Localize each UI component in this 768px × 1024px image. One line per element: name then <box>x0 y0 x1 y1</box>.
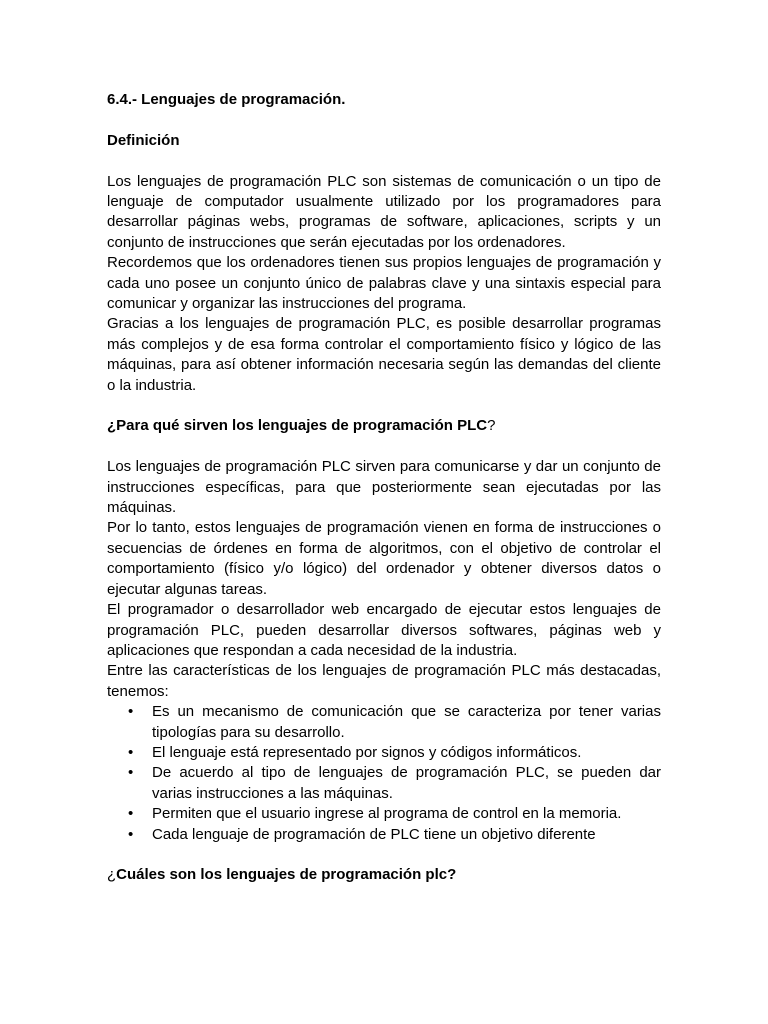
spacer <box>107 437 661 457</box>
list-item <box>107 743 661 763</box>
definition-heading: Definición <box>107 131 180 149</box>
final-heading-mark: ¿ <box>107 866 117 884</box>
purpose-paragraph: Los lenguajes de programación PLC sirven para comunicarse y dar un conjunto de instrucciones específicas, para que posteriormente sean ejecutadas por las máquinas. <box>107 458 661 517</box>
spacer <box>107 110 661 130</box>
bullet-icon: • <box>128 825 134 843</box>
features-list <box>107 702 661 845</box>
list-item-text: El lenguaje está representado por signos y códigos informáticos. <box>152 743 582 761</box>
spacer <box>107 151 661 171</box>
list-item <box>107 702 661 743</box>
purpose-paragraph: Por lo tanto, estos lenguajes de programación vienen en forma de instrucciones o secuencias de órdenes en forma de algoritmos, con el objetivo de controlar el comportamiento (físico y/o lógico) del ordenador y obtener diversos datos o ejecutar algunas tareas. <box>107 519 661 598</box>
bullet-icon: • <box>128 703 134 721</box>
section-title: 6.4.- Lenguajes de programación. <box>107 91 346 108</box>
purpose-paragraph: El programador o desarrollador web encargado de ejecutar estos lenguajes de programación PLC, pueden desarrollar diversos softwares, páginas web y aplicaciones que respondan a cada necesidad de la industria. <box>107 601 661 659</box>
bullet-icon: • <box>128 764 134 782</box>
purpose-paragraph: Entre las características de los lenguajes de programación PLC más destacadas, tenemos: <box>107 662 661 700</box>
final-heading-text: Cuáles son los lenguajes de programación plc? <box>116 866 457 884</box>
bullet-icon: • <box>128 805 134 823</box>
bullet-icon: • <box>128 743 134 761</box>
question-heading <box>107 416 661 436</box>
final-heading <box>107 865 661 885</box>
spacer <box>107 396 661 416</box>
list-item <box>107 763 661 804</box>
list-item-text: Cada lenguaje de programación de PLC tiene un objetivo diferente <box>152 825 596 843</box>
list-item <box>107 804 661 824</box>
document-page <box>107 90 661 886</box>
definition-paragraph: Los lenguajes de programación PLC son sistemas de comunicación o un tipo de lenguaje de computador usualmente utilizado por los programadores para desarrollar páginas webs, programas de software, aplicaciones, scripts y un conjunto de instrucciones que serán ejecutadas por los ordenadores. <box>107 172 661 251</box>
question-heading-mark: ? <box>487 417 496 435</box>
definition-paragraph: Recordemos que los ordenadores tienen sus propios lenguajes de programación y cada uno posee un conjunto único de palabras clave y una sintaxis especial para comunicar y organizar las instrucciones del programa. <box>107 254 661 313</box>
list-item <box>107 825 661 845</box>
list-item-text: Permiten que el usuario ingrese al programa de control en la memoria. <box>152 805 622 823</box>
list-item-text: Es un mecanismo de comunicación que se caracteriza por tener varias tipologías para su desarrollo. <box>152 703 661 741</box>
spacer <box>107 845 661 865</box>
question-heading-text: ¿Para qué sirven los lenguajes de programación PLC <box>107 417 488 435</box>
definition-paragraph: Gracias a los lenguajes de programación PLC, es posible desarrollar programas más complejos y de esa forma controlar el comportamiento físico y lógico de las máquinas, para así obtener información necesaria según las demandas del cliente o la industria. <box>107 315 661 394</box>
list-item-text: De acuerdo al tipo de lenguajes de programación PLC, se pueden dar varias instrucciones a las máquinas. <box>152 764 661 802</box>
